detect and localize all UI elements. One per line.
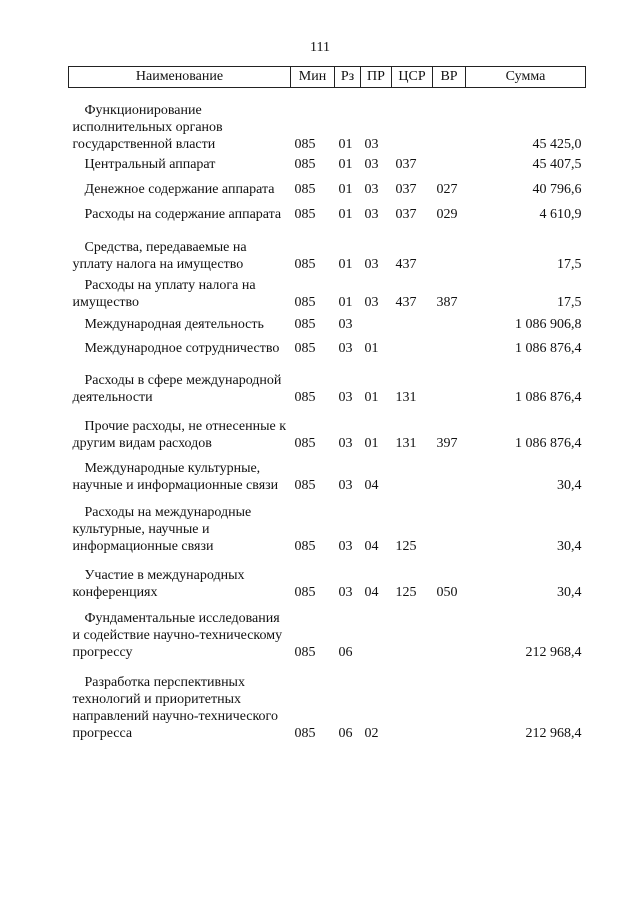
cell-name xyxy=(69,674,291,742)
item-name: Расходы на международные культурные, научные и информационные связи xyxy=(72,505,252,554)
cell-csr xyxy=(392,460,433,494)
cell-min: 085 xyxy=(294,390,316,405)
cell-sum: 1 086 876,4 xyxy=(515,390,582,405)
cell-rz: 03 xyxy=(338,539,353,554)
cell-name xyxy=(69,206,291,223)
cell-rz: 03 xyxy=(338,341,353,356)
table-row xyxy=(69,181,586,198)
cell-name xyxy=(69,181,291,198)
budget-table xyxy=(68,66,586,742)
cell-name xyxy=(69,460,291,494)
item-name: Центральный аппарат xyxy=(84,157,216,172)
cell-min: 085 xyxy=(294,317,316,332)
item-name: Международные культурные, научные и информационные связи xyxy=(72,461,279,493)
cell-min: 085 xyxy=(294,157,316,172)
cell-min: 085 xyxy=(294,645,316,660)
cell-vr xyxy=(433,610,466,661)
cell-rz: 01 xyxy=(338,207,353,222)
cell-name xyxy=(69,102,291,153)
cell-pr: 03 xyxy=(364,257,379,272)
header-rz: Рз xyxy=(335,67,361,88)
table-row xyxy=(69,504,586,555)
cell-rz: 03 xyxy=(338,585,353,600)
cell-name xyxy=(69,156,291,173)
table-row xyxy=(69,567,586,601)
row-spacer xyxy=(69,601,586,610)
cell-vr xyxy=(433,102,466,153)
row-spacer xyxy=(69,661,586,674)
table-row xyxy=(69,610,586,661)
cell-name xyxy=(69,372,291,406)
cell-pr: 04 xyxy=(364,478,379,493)
cell-pr: 03 xyxy=(364,157,379,172)
header-sum: Сумма xyxy=(466,67,586,88)
row-spacer xyxy=(69,88,586,103)
row-spacer xyxy=(69,406,586,418)
cell-name xyxy=(69,504,291,555)
cell-csr xyxy=(392,674,433,742)
cell-vr xyxy=(433,316,466,333)
cell-min: 085 xyxy=(294,726,316,741)
header-vr: ВР xyxy=(433,67,466,88)
cell-csr: 037 xyxy=(395,182,417,197)
header-pr: ПР xyxy=(361,67,392,88)
table-row xyxy=(69,418,586,452)
cell-sum: 1 086 876,4 xyxy=(515,436,582,451)
table-row xyxy=(69,239,586,273)
cell-csr: 125 xyxy=(395,585,417,600)
item-name: Фундаментальные исследования и содействие научно-техническому прогрессу xyxy=(72,611,283,660)
cell-vr: 027 xyxy=(436,182,458,197)
cell-pr xyxy=(361,316,392,333)
cell-csr: 437 xyxy=(395,257,417,272)
cell-name xyxy=(69,610,291,661)
cell-vr xyxy=(433,239,466,273)
cell-pr: 04 xyxy=(364,539,379,554)
cell-vr xyxy=(433,504,466,555)
cell-vr xyxy=(433,156,466,173)
cell-sum: 212 968,4 xyxy=(525,645,582,660)
table-header-row xyxy=(69,67,586,88)
cell-sum: 1 086 876,4 xyxy=(515,341,582,356)
cell-pr: 01 xyxy=(364,341,379,356)
cell-sum: 45 425,0 xyxy=(532,137,582,152)
cell-sum: 30,4 xyxy=(557,478,582,493)
cell-csr: 437 xyxy=(395,295,417,310)
item-name: Расходы в сфере международной деятельности xyxy=(72,373,282,405)
cell-pr: 04 xyxy=(364,585,379,600)
cell-rz: 01 xyxy=(338,295,353,310)
table-row xyxy=(69,674,586,742)
cell-csr: 131 xyxy=(395,390,417,405)
item-name: Средства, передаваемые на уплату налога на имущество xyxy=(72,240,247,272)
item-name: Расходы на уплату налога на имущество xyxy=(72,278,256,310)
table-row xyxy=(69,460,586,494)
cell-pr: 03 xyxy=(364,295,379,310)
header-csr: ЦСР xyxy=(392,67,433,88)
cell-min: 085 xyxy=(294,207,316,222)
cell-vr: 387 xyxy=(436,295,458,310)
cell-pr: 01 xyxy=(364,390,379,405)
cell-sum: 17,5 xyxy=(557,257,582,272)
cell-csr xyxy=(392,316,433,333)
item-name: Разработка перспективных технологий и приоритетных направлений научно-технического прогресса xyxy=(72,675,278,741)
cell-csr: 037 xyxy=(395,207,417,222)
cell-pr: 02 xyxy=(364,726,379,741)
cell-rz: 01 xyxy=(338,257,353,272)
cell-name xyxy=(69,340,291,357)
cell-rz: 03 xyxy=(338,390,353,405)
cell-sum: 40 796,6 xyxy=(532,182,582,197)
cell-sum: 45 407,5 xyxy=(532,157,582,172)
cell-rz: 01 xyxy=(338,182,353,197)
cell-rz: 01 xyxy=(338,137,353,152)
cell-vr xyxy=(433,674,466,742)
cell-csr xyxy=(392,102,433,153)
row-spacer xyxy=(69,333,586,340)
table-row xyxy=(69,340,586,357)
cell-pr: 03 xyxy=(364,182,379,197)
cell-sum: 1 086 906,8 xyxy=(515,317,582,332)
cell-pr: 03 xyxy=(364,137,379,152)
cell-sum: 30,4 xyxy=(557,539,582,554)
cell-min: 085 xyxy=(294,478,316,493)
row-spacer xyxy=(69,223,586,239)
cell-vr xyxy=(433,372,466,406)
cell-csr: 037 xyxy=(395,157,417,172)
cell-pr xyxy=(361,610,392,661)
cell-min: 085 xyxy=(294,137,316,152)
cell-vr: 397 xyxy=(436,436,458,451)
cell-min: 085 xyxy=(294,295,316,310)
item-name: Денежное содержание аппарата xyxy=(84,182,275,197)
cell-name xyxy=(69,239,291,273)
cell-min: 085 xyxy=(294,341,316,356)
row-spacer xyxy=(69,555,586,567)
item-name: Участие в международных конференциях xyxy=(72,568,245,600)
cell-sum: 4 610,9 xyxy=(539,207,582,222)
cell-vr: 050 xyxy=(436,585,458,600)
cell-pr: 03 xyxy=(364,207,379,222)
page-number: 111 xyxy=(310,40,330,55)
cell-rz: 03 xyxy=(338,317,353,332)
table-row xyxy=(69,102,586,153)
cell-min: 085 xyxy=(294,436,316,451)
row-spacer xyxy=(69,494,586,504)
cell-sum: 212 968,4 xyxy=(525,726,582,741)
table-row xyxy=(69,206,586,223)
item-name: Международное сотрудничество xyxy=(84,341,280,356)
cell-name xyxy=(69,418,291,452)
table-row xyxy=(69,372,586,406)
cell-name xyxy=(69,277,291,311)
row-spacer xyxy=(69,357,586,372)
table-row xyxy=(69,277,586,311)
cell-min: 085 xyxy=(294,257,316,272)
cell-rz: 06 xyxy=(338,645,353,660)
cell-csr xyxy=(392,340,433,357)
header-name: Наименование xyxy=(69,67,291,88)
cell-vr: 029 xyxy=(436,207,458,222)
item-name: Функционирование исполнительных органов государственной власти xyxy=(72,103,223,152)
cell-min: 085 xyxy=(294,182,316,197)
cell-csr xyxy=(392,610,433,661)
row-spacer xyxy=(69,173,586,181)
cell-rz: 01 xyxy=(338,157,353,172)
cell-min: 085 xyxy=(294,539,316,554)
cell-pr: 01 xyxy=(364,436,379,451)
item-name: Прочие расходы, не отнесенные к другим видам расходов xyxy=(72,419,287,451)
item-name: Международная деятельность xyxy=(84,317,264,332)
cell-sum: 30,4 xyxy=(557,585,582,600)
cell-sum: 17,5 xyxy=(557,295,582,310)
header-min: Мин xyxy=(291,67,335,88)
cell-rz: 06 xyxy=(338,726,353,741)
cell-vr xyxy=(433,460,466,494)
item-name: Расходы на содержание аппарата xyxy=(84,207,282,222)
row-spacer xyxy=(69,452,586,460)
cell-csr: 131 xyxy=(395,436,417,451)
cell-rz: 03 xyxy=(338,478,353,493)
table-row xyxy=(69,316,586,333)
cell-rz: 03 xyxy=(338,436,353,451)
cell-name xyxy=(69,316,291,333)
row-spacer xyxy=(69,198,586,206)
cell-min: 085 xyxy=(294,585,316,600)
cell-csr: 125 xyxy=(395,539,417,554)
cell-name xyxy=(69,567,291,601)
cell-vr xyxy=(433,340,466,357)
table-row xyxy=(69,156,586,173)
